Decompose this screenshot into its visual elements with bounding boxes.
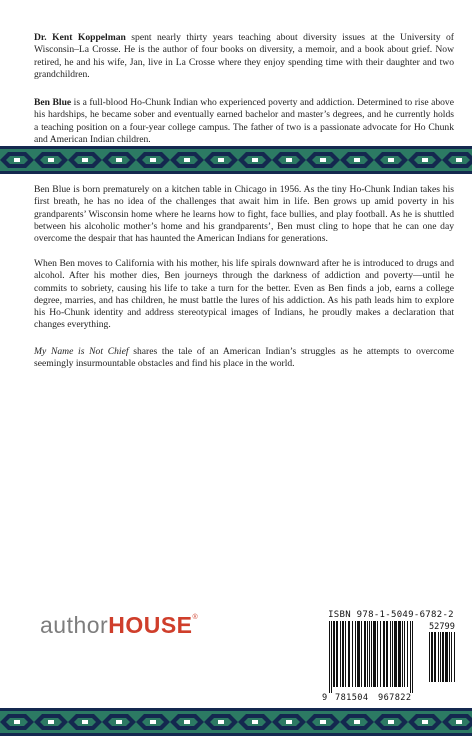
- barcode-bar: [440, 632, 441, 682]
- barcode-bar: [451, 632, 452, 682]
- band-pattern: [0, 146, 472, 174]
- subject-name: Ben Blue: [34, 97, 72, 108]
- band-pattern: [0, 708, 472, 736]
- decorative-band-top: [0, 146, 472, 174]
- barcode-block: [322, 610, 460, 704]
- barcode-bar: [373, 621, 376, 687]
- author-bio: [34, 32, 454, 81]
- blurb-paragraph-3: [34, 346, 454, 371]
- barcode-bar: [367, 621, 368, 687]
- barcode-bar: [369, 621, 370, 687]
- barcode-bar: [429, 632, 430, 682]
- barcode-bar: [383, 621, 385, 687]
- barcode-bar: [357, 621, 360, 687]
- barcode-bar: [345, 621, 346, 687]
- blurb-paragraph-2: When Ben moves to California with his mother, his life spirals downward after he is introduced to drugs and alcohol. After his mother dies, Ben journeys through the darkness of addiction and poverty—until he commits to sobriety, causing his life to take a turn for the better. Even as Ben finds a job, earns a college degree, marries, and has children, he must battle the lures of his addiction. As his path leads him to explore his Ho-Chunk identity and address stereotypical images of Indians, he proudly makes a declaration that changes everything.: [34, 258, 454, 331]
- barcode-bar: [404, 621, 405, 687]
- book-title: My Name is Not Chief: [34, 346, 129, 357]
- ean-barcode: [328, 621, 424, 695]
- ean-left-digits: 781504: [335, 693, 369, 703]
- blurb-paragraph-3-text: shares the tale of an American Indian’s struggles as he attempts to overcome seemingly insurmountable obstacles and find his place in the world.: [34, 346, 454, 370]
- barcode-bar: [449, 632, 450, 682]
- ean-right-digits: 967822: [378, 693, 412, 703]
- decorative-band-bottom: [0, 708, 472, 736]
- barcode-bar: [377, 621, 378, 687]
- barcode-bar: [342, 621, 344, 687]
- barcode-bar: [438, 632, 439, 682]
- barcode-bar: [352, 621, 353, 687]
- barcode-bar: [355, 621, 356, 687]
- barcode-bar: [386, 621, 388, 687]
- price-barcode: [428, 632, 458, 688]
- barcode-bar: [412, 621, 413, 693]
- barcode-bar: [392, 621, 393, 687]
- author-bio-text: spent nearly thirty years teaching about diversity issues at the University of Wisconsin–La Crosse. He is the author of four books on diversity, a memoir, and a book about grief. Now retired, he and his wife, Jan, live in La Crosse where they enjoy spending time with their daughter and two grandchildren.: [34, 32, 454, 80]
- barcode-bar: [380, 621, 381, 687]
- publisher-logo: [40, 612, 198, 639]
- barcode-bar: [336, 621, 338, 687]
- barcode-bar: [371, 621, 372, 687]
- barcode-bar: [361, 621, 362, 687]
- barcode-bar: [348, 621, 350, 687]
- barcode-bar: [340, 621, 341, 687]
- barcode-bar: [407, 621, 408, 687]
- blurb-paragraph-1: Ben Blue is born prematurely on a kitchen table in Chicago in 1956. As the tiny Ho-Chunk Indian takes his first breath, he has no idea of the challenges that await him in life. Ben grows up amid poverty in his grandparents’ Wisconsin home where he learns how to fight, face bullies, and play football. As he is shuttled between his alcoholic mother’s home and his grandparents’, Ben must cling to hope that he can one day overcome the despair that has haunted the American Indians for generations.: [34, 184, 454, 245]
- logo-house-part: HOUSE: [108, 612, 193, 638]
- barcode-bar: [410, 621, 411, 693]
- barcode-bar: [364, 621, 366, 687]
- barcode-bar: [398, 621, 401, 687]
- subject-bio-text: is a full-blood Ho-Chunk Indian who experienced poverty and addiction. Determined to rise above his hardships, he became sober and eventually earned bachelor and master’s degrees, and he currently holds a teaching position on a four-year college campus. The father of two is a passionate advocate for Ho Chunk and American Indian children.: [34, 97, 454, 145]
- logo-author-part: author: [40, 612, 109, 638]
- barcode-bar: [329, 621, 330, 693]
- barcode-bar: [333, 621, 335, 687]
- barcode-bar: [445, 632, 448, 682]
- barcode-bar: [331, 621, 332, 693]
- author-name: Dr. Kent Koppelman: [34, 32, 126, 43]
- barcode-bar: [431, 632, 433, 682]
- barcode-bar: [394, 621, 397, 687]
- barcode-bar: [434, 632, 436, 682]
- barcode-bar: [442, 632, 444, 682]
- isbn-label: ISBN 978-1-5049-6782-2: [328, 610, 454, 620]
- logo-registered-mark: ®: [192, 614, 199, 621]
- barcode-bar: [390, 621, 391, 687]
- price-code: 52799: [429, 622, 455, 632]
- barcode-bar: [454, 632, 455, 682]
- ean-first-digit: 9: [322, 693, 328, 703]
- subject-bio: [34, 97, 454, 146]
- barcode-bar: [402, 621, 403, 687]
